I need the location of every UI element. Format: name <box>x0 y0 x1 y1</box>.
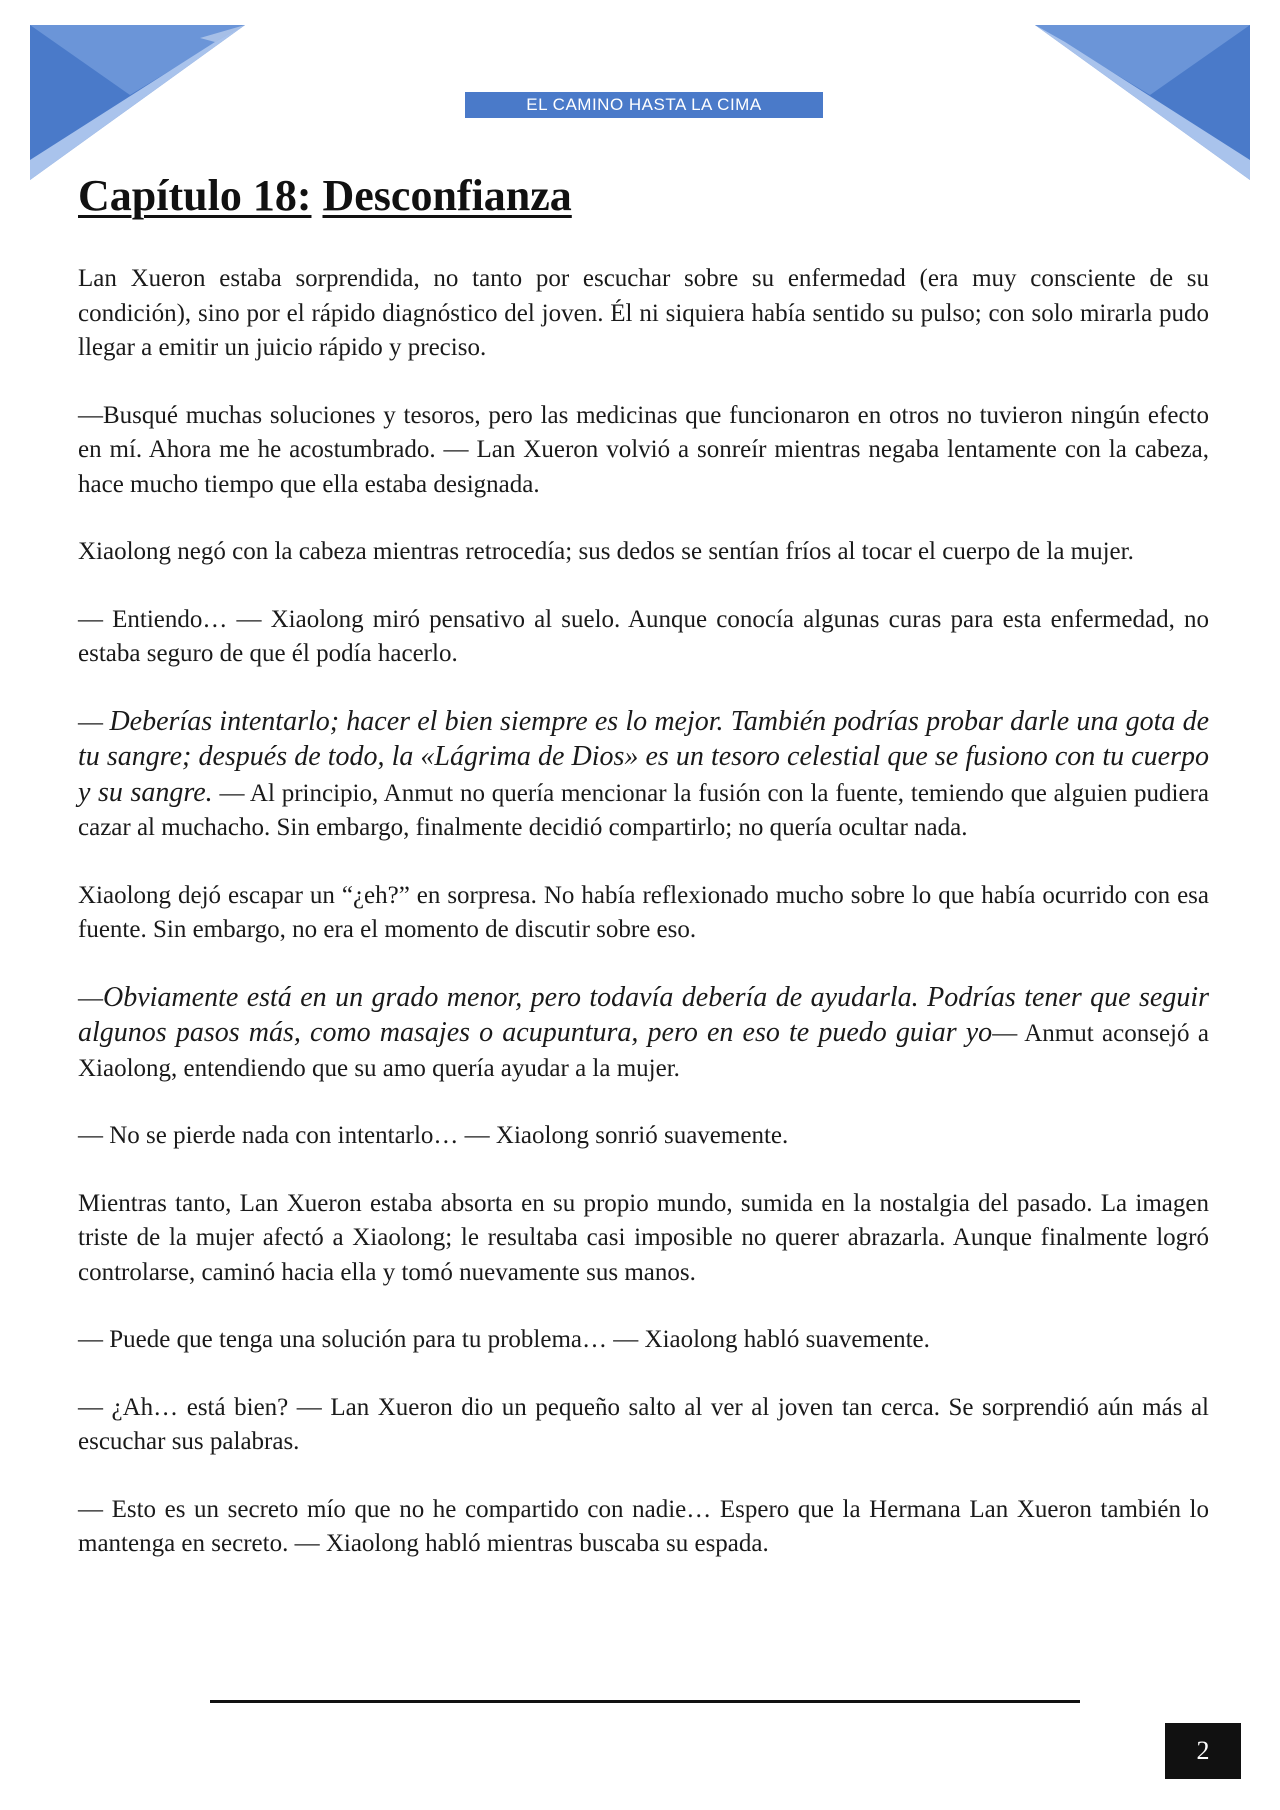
paragraph-11: — ¿Ah… está bien? — Lan Xueron dio un pequeño salto al ver al joven tan cerca. Se sorprendió aún más al escuchar sus palabras. <box>78 1393 1209 1455</box>
paragraph-9: Mientras tanto, Lan Xueron estaba absorta en su propio mundo, sumida en la nostalgia del pasado. La imagen triste de la mujer afectó a Xiaolong; le resultaba casi imposible no querer abrazarla. Aunque finalmente logró controlarse, caminó hacia ella y tomó nuevamente sus manos. <box>78 1189 1209 1286</box>
paragraph-3: Xiaolong negó con la cabeza mientras retrocedía; sus dedos se sentían fríos al tocar el cuerpo de la mujer. <box>78 538 1134 565</box>
paragraph-5-italic: Deberías intentarlo; hacer el bien siempre es lo mejor. También podrías probar darle una gota de tu sangre; después de todo, la «Lágrima de Dios» es un tesoro celestial que se fusiono con tu cuerpo y su sangre. <box>78 705 1209 808</box>
chapter-name: Desconfianza <box>322 171 572 220</box>
corner-decoration-right <box>1030 0 1280 185</box>
chapter-title <box>78 170 572 221</box>
page-number: 2 <box>1165 1723 1241 1779</box>
chapter-body <box>78 262 1209 1595</box>
paragraph-12: — Esto es un secreto mío que no he compartido con nadie… Espero que la Hermana Lan Xueron también lo mantenga en secreto. — Xiaolong habló mientras buscaba su espada. <box>78 1495 1209 1557</box>
paragraph-2: —Busqué muchas soluciones y tesoros, pero las medicinas que funcionaron en otros no tuvieron ningún efecto en mí. Ahora me he acostumbrado. — Lan Xueron volvió a sonreír mientras negaba lentamente con la cabeza, hace mucho tiempo que ella estaba designada. <box>78 401 1209 498</box>
chapter-number: Capítulo 18: <box>78 171 312 220</box>
paragraph-7-rest: — Anmut aconsejó a Xiaolong, entendiendo que su amo quería ayudar a la mujer. <box>78 1020 1209 1082</box>
paragraph-6: Xiaolong dejó escapar un “¿eh?” en sorpresa. No había reflexionado mucho sobre lo que había ocurrido con esa fuente. Sin embargo, no era el momento de discutir sobre eso. <box>78 881 1209 943</box>
paragraph-10: — Puede que tenga una solución para tu problema… — Xiaolong habló suavemente. <box>78 1326 930 1353</box>
paragraph-7-italic: Obviamente está en un grado menor, pero todavía debería de ayudarla. Podrías tener que seguir algunos pasos más, como masajes o acupuntura, pero en eso te puedo guiar yo <box>78 981 1209 1048</box>
paragraph-4: — Entiendo… — Xiaolong miró pensativo al suelo. Aunque conocía algunas curas para esta enfermedad, no estaba seguro de que él podía hacerlo. <box>78 605 1209 667</box>
paragraph-7-lead: — <box>78 984 103 1012</box>
paragraph-5 <box>78 705 1209 846</box>
paragraph-7 <box>78 981 1209 1087</box>
paragraph-8: — No se pierde nada con intentarlo… — Xiaolong sonrió suavemente. <box>78 1122 789 1149</box>
footer-divider <box>210 1700 1080 1703</box>
paragraph-1: Lan Xueron estaba sorprendida, no tanto por escuchar sobre su enfermedad (era muy consciente de su condición), sino por el rápido diagnóstico del joven. Él ni siquiera había sentido su pulso; con solo mirarla pudo llegar a emitir un juicio rápido y preciso. <box>78 265 1209 361</box>
corner-decoration-left <box>0 0 250 185</box>
header-banner: EL CAMINO HASTA LA CIMA <box>465 92 823 118</box>
paragraph-5-rest: — Al principio, Anmut no quería mencionar la fusión con la fuente, temiendo que alguien pudiera cazar al muchacho. Sin embargo, finalmente decidió compartirlo; no quería ocultar nada. <box>78 779 1209 841</box>
paragraph-5-lead: — <box>78 708 110 736</box>
